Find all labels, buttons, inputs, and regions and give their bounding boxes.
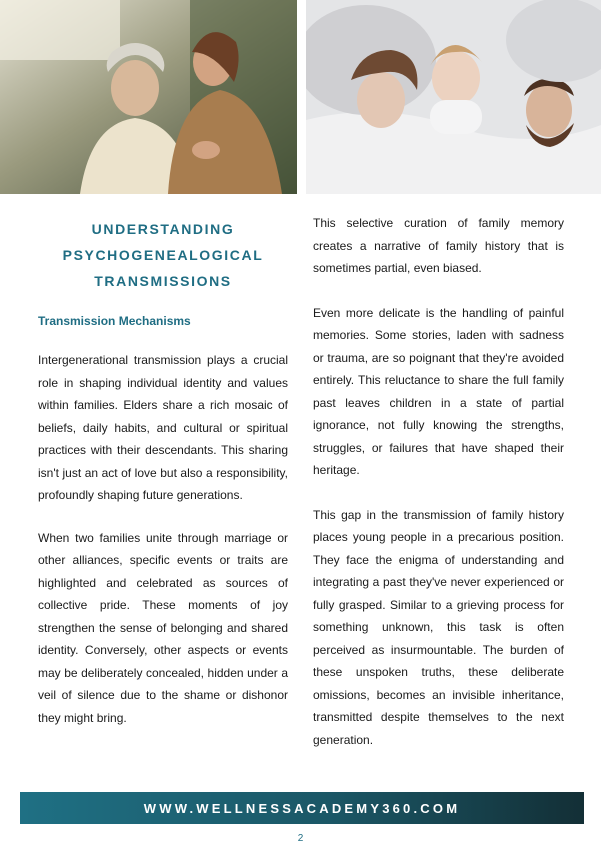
left-column (38, 212, 288, 729)
title-line-1: UNDERSTANDING (91, 221, 235, 237)
body-paragraph: This gap in the transmission of family history places young people in a precarious position. They face the enigma of understanding and integrating a past they've never experienced or fully grasped. Similar to a grieving process for something unknown, this task is often perceived as insurmountable. The burden of these unspoken truths, these deliberate omissions, becomes an invisible inheritance, transmitted despite themselves to the next generation. (313, 507, 564, 747)
page-title (38, 216, 288, 294)
photo-family-lying-on-bed (306, 0, 601, 194)
title-line-2: PSYCHOGENEALOGICAL (62, 247, 264, 263)
right-column (313, 212, 564, 751)
body-paragraph: Even more delicate is the handling of painful memories. Some stories, laden with sadness or trauma, are so poignant that they're avoided entirely. This reluctance to share the full family past leaves children in a state of partial ignorance, not fully knowing the strengths, struggles, or failures that have shaped their heritage. (313, 305, 564, 477)
body-paragraph: When two families unite through marriage or other alliances, specific events or traits are highlighted and celebrated as sources of collective pride. These moments of joy strengthen the sense of belonging and shared identity. Conversely, other aspects or events may be deliberately concealed, hidden under a veil of silence due to the shame or dishonor they might bring. (38, 530, 288, 725)
website-url: WWW.WELLNESSACADEMY360.COM (143, 800, 461, 816)
body-paragraph: This selective curation of family memory creates a narrative of family history that is sometimes partial, even biased. (313, 216, 564, 275)
website-banner (20, 792, 584, 824)
photo-elderly-woman-with-daughter (0, 0, 297, 194)
title-line-3: TRANSMISSIONS (94, 273, 232, 289)
page-number: 2 (297, 833, 304, 844)
section-subheading: Transmission Mechanisms (38, 314, 191, 328)
body-paragraph: Intergenerational transmission plays a crucial role in shaping individual identity and values within families. Elders share a rich mosaic of beliefs, daily habits, and cultural or spiritual practices with their descendants. This sharing isn't just an act of love but also a responsibility, profoundly shaping future generations. (38, 353, 288, 502)
